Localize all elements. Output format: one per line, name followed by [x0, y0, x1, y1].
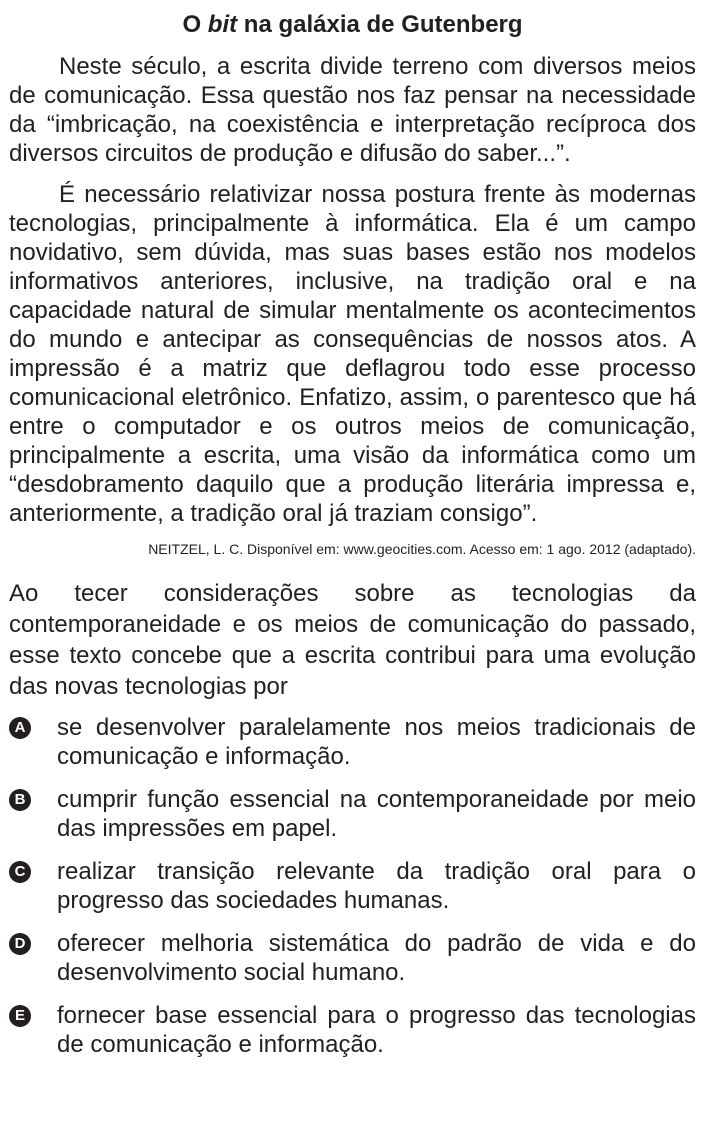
answer-option-d[interactable] — [9, 929, 696, 987]
option-text: cumprir função essencial na contemporaneidade por meio das impressões em papel. — [57, 786, 696, 842]
option-text: realizar transição relevante da tradição oral para o progresso das sociedades humanas. — [57, 858, 696, 914]
source-citation: NEITZEL, L. C. Disponível em: www.geocities.com. Acesso em: 1 ago. 2012 (adaptado). — [148, 541, 696, 557]
title-prefix: O — [182, 11, 208, 38]
option-text: fornecer base essencial para o progresso das tecnologias de comunicação e informação. — [57, 1002, 696, 1058]
option-letter-badge: D — [9, 933, 31, 955]
text-title — [9, 10, 696, 40]
answer-option-c[interactable] — [9, 857, 696, 915]
answer-option-b[interactable] — [9, 785, 696, 843]
option-text: se desenvolver paralelamente nos meios tradicionais de comunicação e informação. — [57, 714, 696, 770]
option-letter-badge: E — [9, 1005, 31, 1027]
option-letter-badge: C — [9, 861, 31, 883]
answer-options — [9, 713, 696, 1059]
text-paragraph-1: Neste século, a escrita divide terreno com diversos meios de comunicação. Essa questão nos faz pensar na necessidade da “imbricação, na coexistência e interpretação recíproca dos diversos circuitos de produção e difusão do saber...”. — [9, 53, 696, 167]
answer-option-e[interactable] — [9, 1001, 696, 1059]
question-stem: Ao tecer considerações sobre as tecnologias da contemporaneidade e os meios de comunicação do passado, esse texto concebe que a escrita contribui para uma evolução das novas tecnologias por — [9, 580, 696, 700]
option-letter-badge: A — [9, 717, 31, 739]
text-paragraph-2: É necessário relativizar nossa postura frente às modernas tecnologias, principalmente à informática. Ela é um campo novidativo, sem dúvida, mas suas bases estão nos modelos informativos anteriores, inclusive, na tradição oral e na capacidade natural de simular mentalmente os acontecimentos do mundo e antecipar as consequências de nossos atos. A impressão é a matriz que deflagrou todo esse processo comunicacional eletrônico. Enfatizo, assim, o parentesco que há entre o computador e os outros meios de comunicação, principalmente a escrita, uma visão da informática como um “desdobramento daquilo que a produção literária impressa e, anteriormente, a tradição oral já traziam consigo”. — [9, 181, 696, 527]
option-letter-badge: B — [9, 789, 31, 811]
option-text: oferecer melhoria sistemática do padrão de vida e do desenvolvimento social humano. — [57, 930, 696, 986]
answer-option-a[interactable] — [9, 713, 696, 771]
title-suffix: na galáxia de Gutenberg — [237, 11, 523, 38]
title-italic-word: bit — [207, 11, 238, 38]
